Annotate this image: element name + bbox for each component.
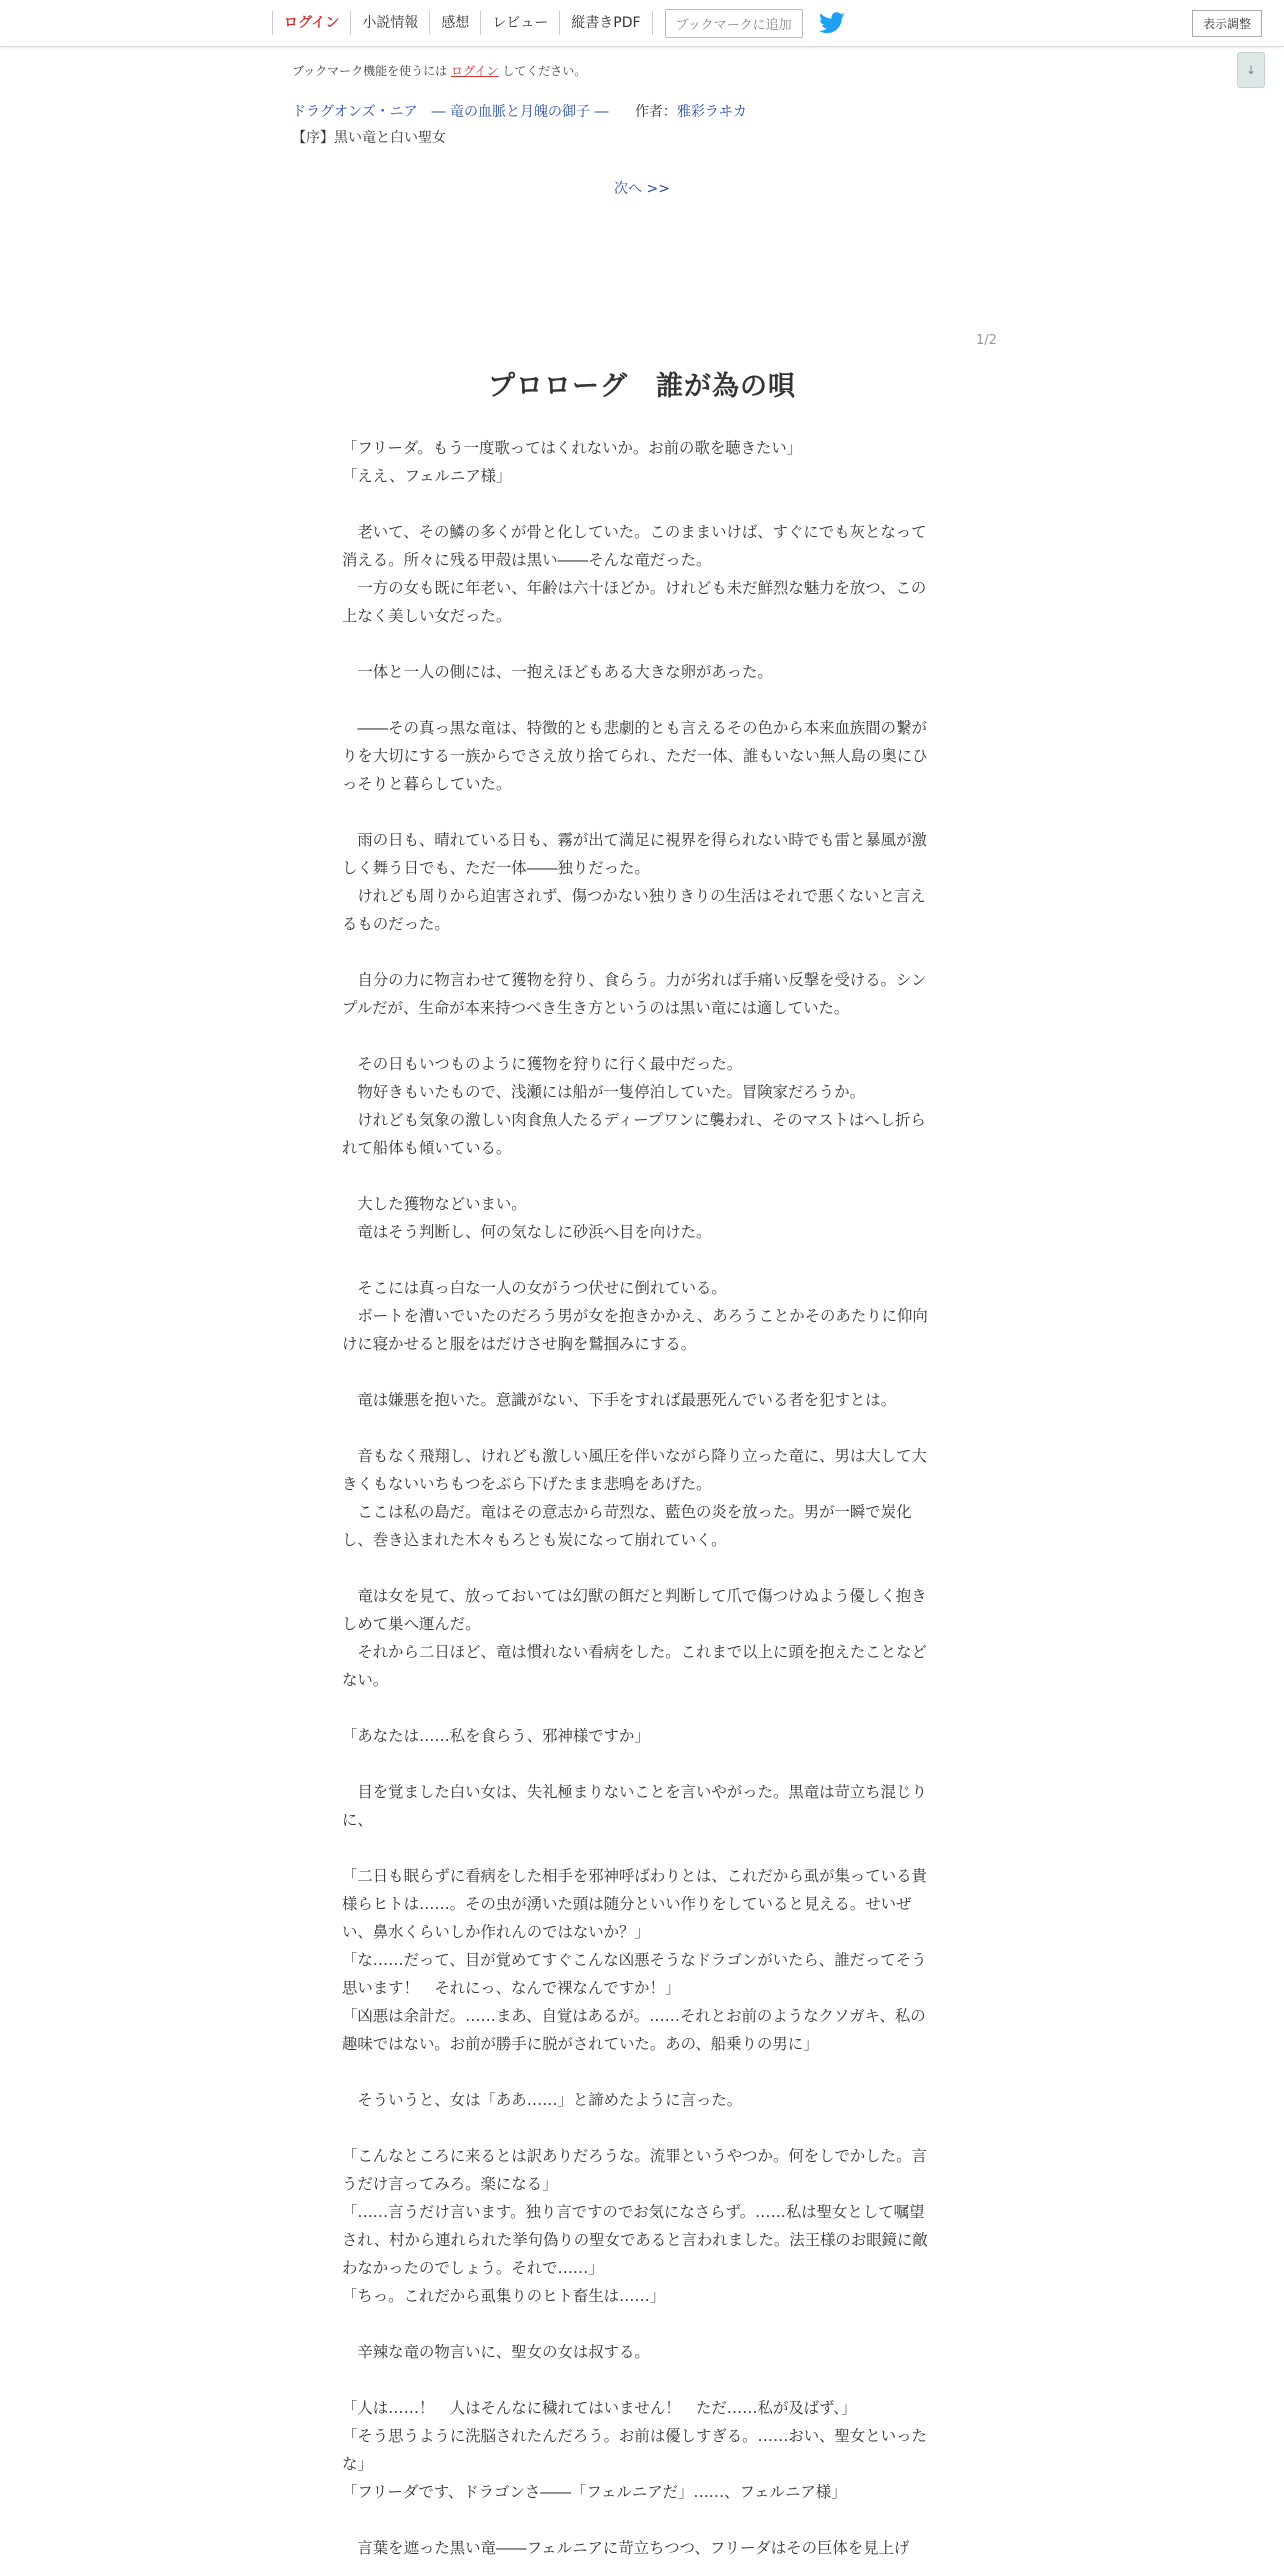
blank-line	[342, 938, 936, 966]
body-paragraph: 目を覚ました白い女は、失礼極まりないことを言いやがった。黒竜は苛立ち混じりに、	[342, 1783, 927, 1829]
blank-line	[342, 2058, 936, 2086]
display-settings-button[interactable]: 表示調整	[1192, 10, 1262, 37]
blank-line	[342, 1358, 936, 1386]
novel-meta	[292, 62, 992, 147]
body-paragraph: 「人は……！ 人はそんなに穢れてはいません！ ただ……私が及ばず、」	[342, 2399, 857, 2417]
body-paragraph: 「……言うだけ言います。独り言ですのでお気になさらず。……私は聖女として嘱望され、村から連れられた挙句偽りの聖女であると言われました。法王様のお眼鏡に敵わなかったのでしょう。それで……」	[342, 2203, 928, 2277]
body-paragraph: 大した獲物などいまい。	[342, 1195, 527, 1213]
series-line	[292, 101, 992, 121]
add-bookmark-button[interactable]: ブックマークに追加	[665, 9, 803, 38]
blank-line	[342, 490, 936, 518]
body-paragraph: ――その真っ黒な竜は、特徴的とも悲劇的とも言えるその色から本来血族間の繋がりを大切にする一族からでさえ放り捨てられ、ただ一体、誰もいない無人島の奥にひっそりと暮らしていた。	[342, 719, 928, 793]
blank-line	[342, 1022, 936, 1050]
body-paragraph: 物好きもいたもので、浅瀬には船が一隻停泊していた。冒険家だろうか。	[342, 1083, 865, 1101]
body-paragraph: 「凶悪は余計だ。……まあ、自覚はあるが。……それとお前のようなクソガキ、私の趣味ではない。お前が勝手に脱がされていた。あの、船乗りの男に」	[342, 2007, 926, 2053]
blank-line	[342, 2506, 936, 2534]
body-paragraph: 音もなく飛翔し、けれども激しい風圧を伴いながら降り立った竜に、男は大して大きくもないいちもつをぶら下げたまま悲鳴をあげた。	[342, 1447, 927, 1493]
blank-line	[342, 1750, 936, 1778]
nav-review-link[interactable]: レビュー	[480, 11, 559, 35]
body-paragraph: 「二日も眠らずに看病をした相手を邪神呼ばわりとは、これだから虱が集っている貴様らヒトは……。その虫が湧いた頭は随分といい作りをしていると見える。せいぜい、鼻水くらいしか作れんのではないか？」	[342, 1867, 927, 1941]
blank-line	[342, 2310, 936, 2338]
body-paragraph: 老いて、その鱗の多くが骨と化していた。このままいけば、すぐにでも灰となって消える。所々に残る甲殻は黒い――そんな竜だった。	[342, 523, 927, 569]
nav-login-link[interactable]: ログイン	[272, 11, 350, 35]
body-paragraph: そういうと、女は「ああ……」と諦めたように言った。	[342, 2091, 743, 2109]
body-paragraph: けれども周りから迫害されず、傷つかない独りきりの生活はそれで悪くないと言えるものだった。	[342, 887, 926, 933]
body-paragraph: 「あなたは……私を食らう、邪神様ですか」	[342, 1727, 650, 1745]
body-paragraph: 言葉を遮った黒い竜――フェルニアに苛立ちつつ、フリーダはその巨体を見上げ	[342, 2539, 910, 2557]
blank-line	[342, 1162, 936, 1190]
bookmark-note-text-end: してください。	[502, 64, 587, 78]
body-paragraph: 「フリーダです、ドラゴンさ――「フェルニアだ」……、フェルニア様」	[342, 2483, 847, 2501]
body-paragraph: けれども気象の激しい肉食魚人たるディープワンに襲われ、そのマストはへし折られて船体も傾いている。	[342, 1111, 926, 1157]
body-paragraph: 竜はそう判断し、何の気なしに砂浜へ目を向けた。	[342, 1223, 712, 1241]
page-number: 1/2	[976, 333, 997, 348]
body-paragraph: 「な……だって、目が覚めてすぐこんな凶悪そうなドラゴンがいたら、誰だってそう思います！ それにっ、なんで裸なんですか！」	[342, 1951, 927, 1997]
top-nav-bar	[0, 0, 1284, 47]
scroll-down-tab[interactable]: ↓	[1237, 52, 1265, 88]
series-title-link[interactable]: ドラグオンズ・ニア ― 竜の血脈と月魄の御子 ―	[292, 104, 609, 120]
body-paragraph: 竜は女を見て、放っておいては幻獣の餌だと判断して爪で傷つけぬよう優しく抱きしめて巣へ運んだ。	[342, 1587, 927, 1633]
body-paragraph: 辛辣な竜の物言いに、聖女の女は叔する。	[342, 2343, 650, 2361]
blank-line	[342, 1554, 936, 1582]
body-paragraph: 雨の日も、晴れている日も、霧が出て満足に視界を得られない時でも雷と暴風が激しく舞う日でも、ただ一体――独りだった。	[342, 831, 927, 877]
nav-novel-info-link[interactable]: 小説情報	[350, 11, 429, 35]
blank-line	[342, 798, 936, 826]
body-paragraph: ボートを漕いでいたのだろう男が女を抱きかかえ、あろうことかそのあたりに仰向けに寝かせると服をはだけさせ胸を鷲掴みにする。	[342, 1307, 928, 1353]
body-paragraph: 「ええ、フェルニア様」	[342, 467, 512, 485]
bookmark-login-note	[292, 62, 992, 79]
bookmark-note-text: ブックマーク機能を使うには	[292, 64, 448, 78]
body-paragraph: そこには真っ白な一人の女がうつ伏せに倒れている。	[342, 1279, 727, 1297]
body-paragraph: 「そう思うように洗脳されたんだろう。お前は優しすぎる。……おい、聖女といったな」	[342, 2427, 927, 2473]
bookmark-login-link[interactable]: ログイン	[451, 64, 499, 78]
body-paragraph: その日もいつものように獲物を狩りに行く最中だった。	[342, 1055, 743, 1073]
chapter-heading: 【序】黒い竜と白い聖女	[292, 130, 446, 146]
body-paragraph: 竜は嫌悪を抱いた。意識がない、下手をすれば最悪死んでいる者を犯すとは。	[342, 1391, 897, 1409]
blank-line	[342, 1414, 936, 1442]
nav-menu	[272, 0, 845, 46]
nav-impressions-link[interactable]: 感想	[429, 11, 480, 35]
blank-line	[342, 2366, 936, 2394]
twitter-bird-icon[interactable]	[819, 12, 845, 34]
body-paragraph: それから二日ほど、竜は慣れない看病をした。これまで以上に頭を抱えたことなどない。	[342, 1643, 927, 1689]
nav-vertical-pdf-link[interactable]: 縦書きPDF	[559, 11, 652, 35]
blank-line	[342, 2114, 936, 2142]
body-paragraph: ここは私の島だ。竜はその意志から苛烈な、藍色の炎を放った。男が一瞬で炭化し、巻き込まれた木々もろとも炭になって崩れていく。	[342, 1503, 912, 1549]
body-paragraph: 一体と一人の側には、一抱えほどもある大きな卵があった。	[342, 663, 773, 681]
blank-line	[342, 630, 936, 658]
body-paragraph: 「フリーダ。もう一度歌ってはくれないか。お前の歌を聴きたい」	[342, 439, 803, 457]
body-paragraph: 一方の女も既に年老い、年齢は六十ほどか。けれども未だ鮮烈な魅力を放つ、この上なく美しい女だった。	[342, 579, 927, 625]
blank-line	[342, 1246, 936, 1274]
blank-line	[342, 686, 936, 714]
episode-title: プロローグ 誰が為の唄	[488, 371, 796, 402]
author-link[interactable]: 雅彩ラヰカ	[676, 104, 747, 120]
body-paragraph: 「ちっ。これだから虱集りのヒト畜生は……」	[342, 2287, 666, 2305]
next-page-link[interactable]: 次へ >>	[614, 181, 670, 197]
novel-body	[342, 434, 936, 2562]
author-label: 作者：	[634, 104, 677, 120]
blank-line	[342, 1694, 936, 1722]
body-paragraph: 「こんなところに来るとは訳ありだろうな。流罪というやつか。何をしでかした。言うだけ言ってみろ。楽になる」	[342, 2147, 927, 2193]
blank-line	[342, 1834, 936, 1862]
body-paragraph: 自分の力に物言わせて獲物を狩り、食らう。力が劣れば手痛い反撃を受ける。シンプルだが、生命が本来持つべき生き方というのは黒い竜には適していた。	[342, 971, 927, 1017]
